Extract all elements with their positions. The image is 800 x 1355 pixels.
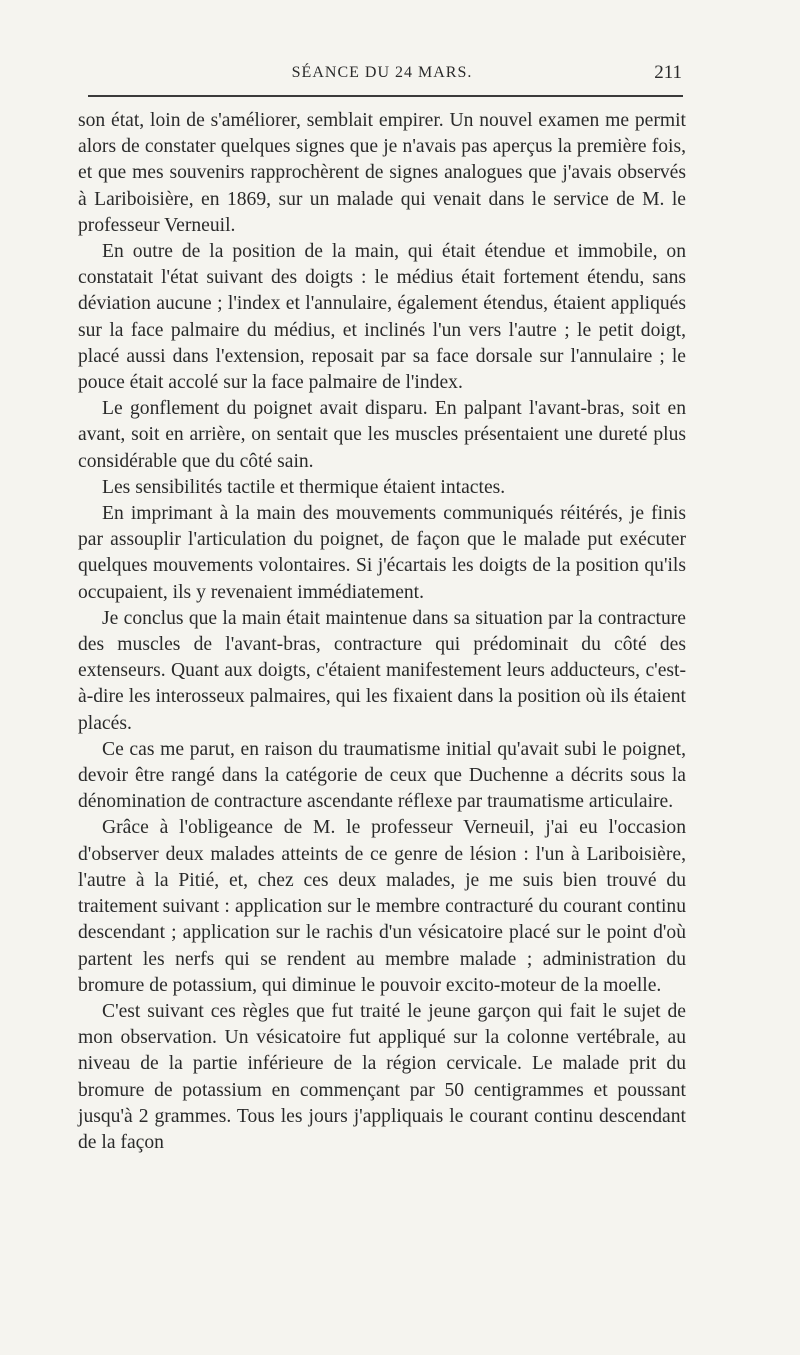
paragraph: Ce cas me parut, en raison du traumatisme initial qu'avait subi le poignet, devoir être rangé dans la catégorie de ceux que Duchenne a décrits sous la dénomination de contracture ascendante réflexe par traumatisme articulaire. xyxy=(78,738,686,813)
running-title: SÉANCE DU 24 MARS. xyxy=(291,64,473,81)
paragraph: En outre de la position de la main, qui était étendue et immobile, on constatait l'état suivant des doigts : le médius était fortement étendu, sans déviation aucune ; l'index et l'annulaire, également étendus, étaient appliqués sur la face palmaire du médius, et inclinés l'un vers l'autre ; le petit doigt, placé aussi dans l'extension, reposait par sa face dorsale sur l'annulaire ; le pouce était accolé sur la face palmaire de l'index. xyxy=(78,241,686,394)
paragraph: Grâce à l'obligeance de M. le professeur Verneuil, j'ai eu l'occasion d'observer deux malades atteints de ce genre de lésion : l'un à Lariboisière, l'autre à la Pitié, et, chez ces deux malades, je me suis bien trouvé du traitement suivant : application sur le membre contracturé du courant continu descendant ; application sur le rachis d'un vésicatoire placé sur le point d'où partent les nerfs qui se rendent au membre malade ; administration du bromure de potassium, qui diminue le pouvoir excito-moteur de la moelle. xyxy=(78,817,686,996)
paragraph: Les sensibilités tactile et thermique étaient intactes. xyxy=(102,476,506,498)
header-rule xyxy=(88,95,683,97)
paragraph: son état, loin de s'améliorer, semblait empirer. Un nouvel examen me permit alors de constater quelques signes que je n'avais pas aperçus la première fois, et que mes souvenirs rapprochèrent de signes analogues que j'avais observés à Lariboisière, en 1869, sur un malade qui venait dans le service de M. le professeur Verneuil. xyxy=(78,110,686,236)
page-number: 211 xyxy=(654,62,682,83)
paragraph: En imprimant à la main des mouvements communiqués réitérés, je finis par assouplir l'articulation du poignet, de façon que le malade put exécuter quelques mouvements volontaires. Si j'écartais les doigts de la position qu'ils occupaient, ils y revenaient immédiatement. xyxy=(78,503,686,603)
paragraph: Le gonflement du poignet avait disparu. En palpant l'avant-bras, soit en avant, soit en arrière, on sentait que les muscles présentaient une dureté plus considérable que du côté sain. xyxy=(78,398,686,472)
body-text xyxy=(78,108,686,1156)
paragraph: C'est suivant ces règles que fut traité le jeune garçon qui fait le sujet de mon observation. Un vésicatoire fut appliqué sur la colonne vertébrale, au niveau de la partie inférieure de la région cervicale. Le malade prit du bromure de potassium en commençant par 50 centigrammes et poussant jusqu'à 2 grammes. Tous les jours j'appliquais le courant continu descendant de la façon xyxy=(78,1000,686,1153)
running-head xyxy=(78,60,686,86)
paragraph: Je conclus que la main était maintenue dans sa situation par la contracture des muscles de l'avant-bras, contracture qui prédominait du côté des extenseurs. Quant aux doigts, c'étaient manifestement leurs adducteurs, c'est-à-dire les interosseux palmaires, qui les fixaient dans la position où ils étaient placés. xyxy=(78,607,686,734)
